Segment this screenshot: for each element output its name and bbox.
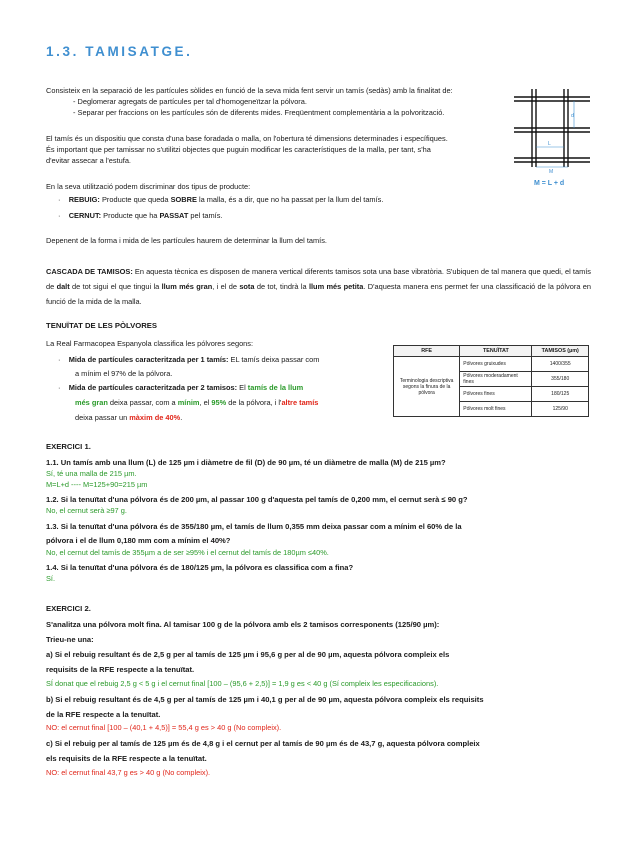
ex2-answer-a: SÍ donat que el rebuig 2,5 g < 5 g i el cernut final [100 – (95,6 + 2,5)] = 1,9 g es < 40 g (Sí compleix les especificacions). [46,679,439,688]
product-item-cernut: · CERNUT: Producte que ha PASSAT pel tamís. [58,211,223,220]
table-row: Pólvores molt fines 125/90 [394,402,589,417]
table-row: Terminologia descriptiva segons la finura de la pólvora Pólvores gruixudes 1400/355 [394,357,589,372]
ex1-q3b: pólvora i el de llum 0,180 mm com a mínim el 40%? [46,536,231,545]
ex1-a1b: M=L+d ---- M=125+90=215 µm [46,480,148,489]
def-line-3: d'evitar assecar a l'estufa. [46,156,131,165]
tenuitat-bullet-1: · Mida de partícules caracteritzada per 1 tamís: EL tamís deixa passar com a mínim el 97% de la pólvora. [58,355,320,378]
cernut-label: CERNUT: [68,211,102,220]
intro-dash-2: - Separar per fraccions on les partícules són de diferents mides. Freqüentment complementària a la polvorització. [73,108,445,117]
ex2-intro-1: S'analitza una pólvora molt fina. Al tamisar 100 g de la pólvora amb els 2 tamisos corresponents (125/90 µm): [46,620,440,629]
ex1-a2: No, el cernut serà ≥97 g. [46,506,127,515]
def-line-1: El tamís és un dispositiu que consta d'una base foradada o malla, on l'obertura té dimensions determinades i específiques. [46,134,448,143]
ex2-qb-line-2: de la RFE respecte a la tenuïtat. [46,710,161,719]
ex2-answer-c: NO: el cernut final 43,7 g es > 40 g (No compleix). [46,768,211,777]
depenent-line: Depenent de la forma i mida de les partícules haurem de determinar la llum del tamís. [46,236,327,245]
ex1-q3a: 1.3. Si la tenuïtat d'una pólvora és de 355/180 µm, el tamís de llum 0,355 mm deixa passar com a mínim el 60% de la [46,522,462,531]
ex2-qc-line-2: els requisits de la RFE respecte a la tenuïtat. [46,754,207,763]
ex1-a4: Sí. [46,574,56,583]
ex2-qa-line-2: requisits de la RFE respecte a la tenuïtat. [46,665,195,674]
product-item-rebuig: · REBUIG: Producte que queda SOBRE la malla, és a dir, que no ha passat per la llum del tamís. [58,195,384,204]
table-row: Pólvores fines 180/125 [394,387,589,402]
ex2-qb-line-1: b) Si el rebuig resultant és de 4,5 g per al tamís de 125 µm i 40,1 g per al de 90 µm, aquesta pólvora compleix els requisits [46,695,484,704]
ex1-q4: 1.4. Si la tenuïtat d'una pólvora és de 180/125 µm, la pólvora es classifica com a fina? [46,563,354,572]
ex2-qc-line-1: c) Si el rebuig per al tamís de 125 µm és de 4,8 g i el cernut per al tamís de 90 µm és de 43,7 g, aquesta pólvora compleix [46,739,480,748]
mesh-label-d: d [571,113,574,119]
ex1-q2: 1.2. Si la tenuïtat d'una pólvora és de 200 µm, al passar 100 g d'aquesta pel tamís de 0,200 mm, el cernut serà ≤ 90 g? [46,495,468,504]
bullet: · [58,195,61,204]
ex1-a1a: Sí, té una malla de 215 µm. [46,469,137,478]
table-header: TENUÏTAT [460,346,532,357]
def-line-2: És important que per tamissar no s'utilitzi objectes que puguin modificar les característiques de la malla, per tant, s'ha [46,145,431,154]
bullet: · [58,211,61,220]
table-row: Pólvores moderadament fines 355/180 [394,372,589,387]
mesh-label-L: L [548,141,551,147]
table-header: RFE [394,346,460,357]
ex2-intro-2: Trieu-ne una: [46,635,94,644]
tenuitat-bullet-2: · Mida de partícules caracteritzada per 2 tamisos: El tamís de la llum més gran deixa passar, com a mínim, el 95% de la pólvora, i l'altre tamís deixa passar un màxim de 40%. [58,383,319,422]
rfe-cell: Terminologia descriptiva segons la finura de la pólvora [394,357,460,417]
rfe-table [393,345,589,417]
ex1-q1: 1.1. Un tamís amb una llum (L) de 125 µm i diàmetre de fil (D) de 90 µm, té un diàmetre de malla (M) de 215 µm? [46,458,446,467]
mesh-diagram [512,87,592,187]
rebuig-label: REBUIG: [68,195,100,204]
tenuitat-heading: TENUÏTAT DE LES PÒLVORES [46,321,158,330]
products-intro: En la seva utilització podem discriminar dos tipus de producte: [46,182,251,191]
cascada-lead: CASCADA DE TAMISOS: [46,267,133,276]
mesh-formula: M = L + d [534,180,565,187]
intro-dash-1: - Deglomerar agregats de partícules per tal d'homogeneïtzar la pólvora. [73,97,307,106]
ex2-heading: EXERCICI 2. [46,604,91,613]
section-title: 1.3. TAMISATGE. [46,44,193,59]
table-header-row [394,346,589,357]
cascada-paragraph: CASCADA DE TAMISOS: En aquesta tècnica es disposen de manera vertical diferents tamisos sota una base vibratòria. S'ubiquen de tal manera que quedi, el tamís de dalt de tot sigui el que tingui la llum més gran, i el de sota de tot, tindrà la llum més petita. D'aquesta manera ens permet fer una classificació de la pólvora en funció de la mida de la malla. [46,267,591,306]
ex1-a3: No, el cernut del tamís de 355µm a de ser ≥95% i el cernut del tamís de 180µm ≤40%. [46,548,329,557]
ex2-qa-line-1: a) Si el rebuig resultant és de 2,5 g per al tamís de 125 µm i 95,6 g per al de 90 µm, aquesta pólvora compleix els [46,650,450,659]
table-header: TAMISOS (µm) [532,346,589,357]
tenuitat-intro: La Real Farmacopea Espanyola classifica les pólvores segons: [46,339,254,348]
ex2-answer-b: NO: el cernut final [100 – (40,1 + 4,5)] = 55,4 g es > 40 g (No compleix). [46,723,282,732]
ex1-heading: EXERCICI 1. [46,442,91,451]
mesh-label-M: M [549,169,554,175]
intro-line: Consisteix en la separació de les partícules sòlides en funció de la seva mida fent servir un tamís (sedàs) amb la finalitat de: [46,86,453,95]
